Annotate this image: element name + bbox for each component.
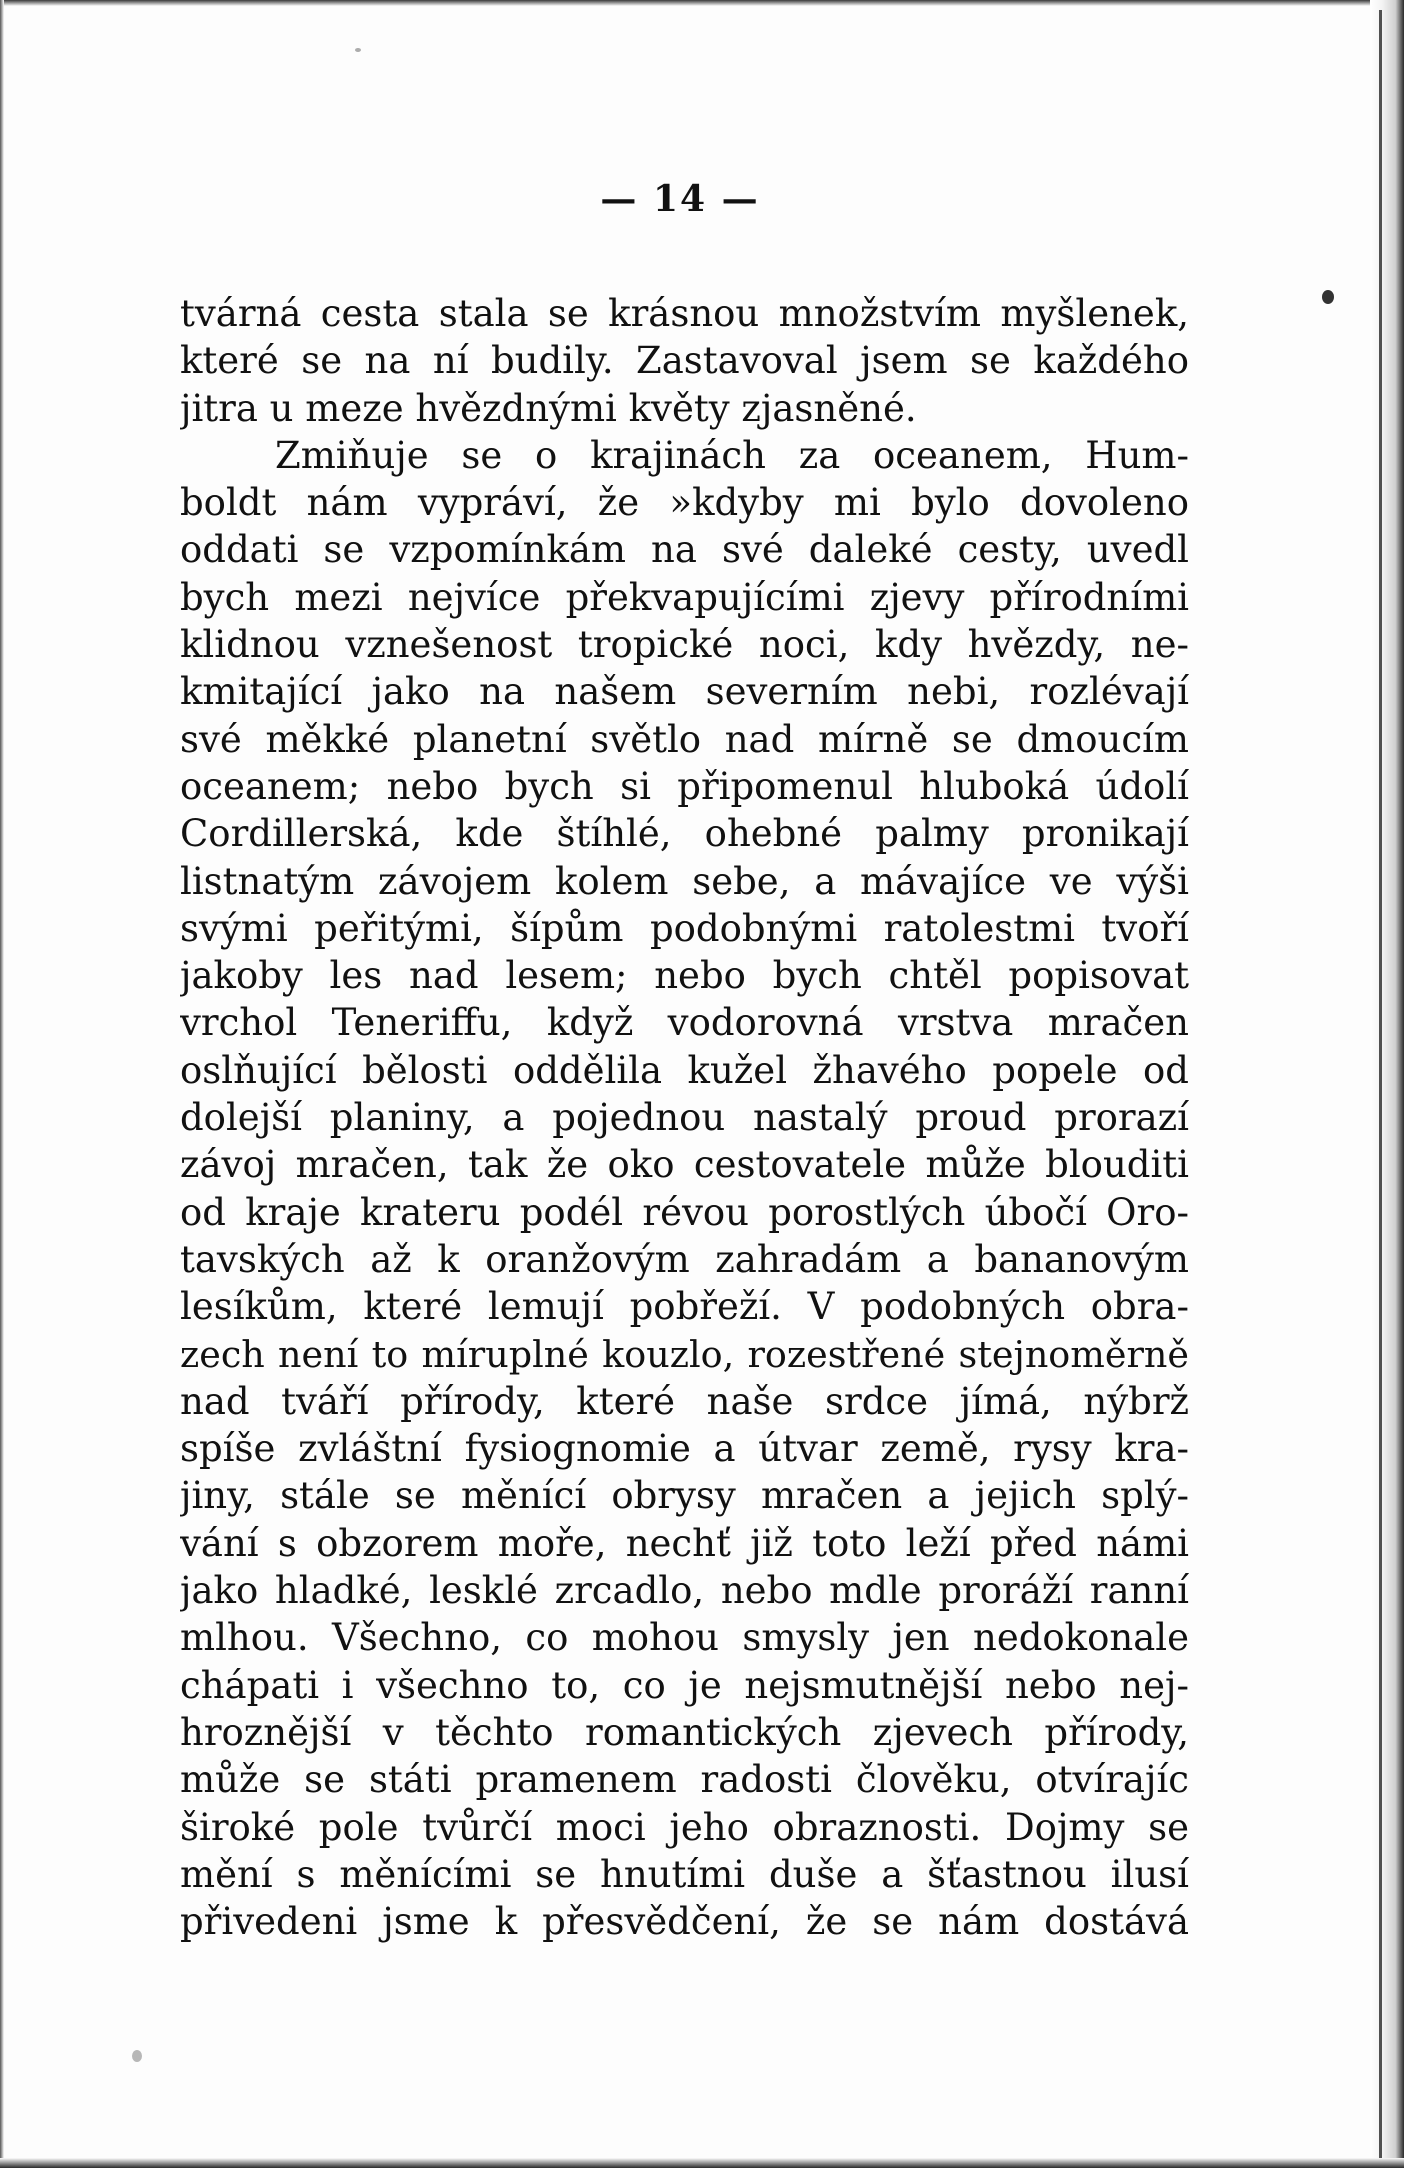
text-line: od kraje krateru podél révou porostlých úbočí Oro-: [180, 1190, 1189, 1234]
text-line: své měkké planetní světlo nad mírně se dmoucím: [180, 717, 1189, 761]
text-line: mlhou. Všechno, co mohou smysly jen nedokonale: [180, 1616, 1189, 1660]
text-line: lesíkům, které lemují pobřeží. V podobných obra-: [180, 1285, 1189, 1329]
text-line: široké pole tvůrčí moci jeho obraznosti. Dojmy se: [180, 1805, 1189, 1849]
text-line: jitra u meze hvězdnými květy zjasněné.: [180, 386, 917, 430]
text-line: jiny, stále se měnící obrysy mračen a jejich splý-: [180, 1474, 1189, 1518]
text-line: přivedeni jsme k přesvědčení, že se nám dostává: [180, 1900, 1189, 1944]
page-top-edge: [0, 0, 1404, 6]
text-line: kmitající jako na našem severním nebi, rozlévají: [180, 670, 1189, 714]
text-line: zech není to míruplné kouzlo, rozestřené stejnoměrně: [180, 1332, 1189, 1376]
text-line: jakoby les nad lesem; nebo bych chtěl popisovat: [180, 954, 1189, 998]
scan-speck: [132, 2050, 142, 2062]
text-line: hroznější v těchto romantických zjevech přírody,: [180, 1710, 1189, 1754]
page-number: — 14 —: [600, 178, 760, 220]
page-bottom-edge: [0, 2158, 1404, 2168]
page-left-edge: [0, 0, 4, 2168]
text-line: Cordillerská, kde štíhlé, ohebné palmy pronikají: [180, 812, 1189, 856]
page-binding-shadow: [1379, 10, 1382, 2160]
text-line: závoj mračen, tak že oko cestovatele může blouditi: [180, 1143, 1189, 1187]
text-line: tavských až k oranžovým zahradám a bananovým: [180, 1237, 1189, 1281]
text-line: Zmiňuje se o krajinách za oceanem, Hum-: [275, 433, 1189, 477]
text-line: oddati se vzpomínkám na své daleké cesty, uvedl: [180, 528, 1189, 572]
text-line: jako hladké, lesklé zrcadlo, nebo mdle proráží ranní: [180, 1569, 1189, 1613]
scan-speck: [355, 48, 361, 52]
text-line: nad tváří přírody, které naše srdce jímá, nýbrž: [180, 1379, 1189, 1423]
text-line: tvárná cesta stala se krásnou množstvím myšlenek,: [180, 292, 1189, 335]
text-line: může se státi pramenem radosti člověku, otvírajíc: [180, 1758, 1189, 1802]
text-line: dolejší planiny, a pojednou nastalý proud prorazí: [180, 1096, 1189, 1140]
text-line: bych mezi nejvíce překvapujícími zjevy přírodními: [180, 575, 1189, 619]
text-line: boldt nám vypráví, že »kdyby mi bylo dovoleno: [180, 481, 1189, 525]
text-line: svými peřitými, šípům podobnými ratolestmi tvoří: [180, 906, 1189, 950]
text-line: vrchol Teneriffu, když vodorovná vrstva mračen: [180, 1001, 1189, 1045]
text-line: klidnou vznešenost tropické noci, kdy hvězdy, ne-: [180, 623, 1189, 667]
text-line: spíše zvláštní fysiognomie a útvar země, rysy kra-: [180, 1427, 1189, 1471]
text-line: chápati i všechno to, co je nejsmutnější nebo nej-: [180, 1663, 1189, 1707]
body-text: [180, 290, 1189, 1945]
text-line: oslňující bělosti oddělila kužel žhavého popele od: [180, 1048, 1189, 1092]
text-line: listnatým závojem kolem sebe, a mávajíce ve výši: [180, 859, 1189, 903]
text-line: které se na ní budily. Zastavoval jsem se každého: [180, 339, 1189, 383]
text-line: mění s měnícími se hnutími duše a šťastnou ilusí: [180, 1852, 1189, 1896]
text-line: vání s obzorem moře, nechť již toto leží před námi: [180, 1521, 1189, 1565]
text-line: oceanem; nebo bych si připomenul hluboká údolí: [180, 764, 1189, 808]
scan-speck: [1322, 290, 1334, 304]
page-right-edge: [1370, 0, 1404, 2168]
